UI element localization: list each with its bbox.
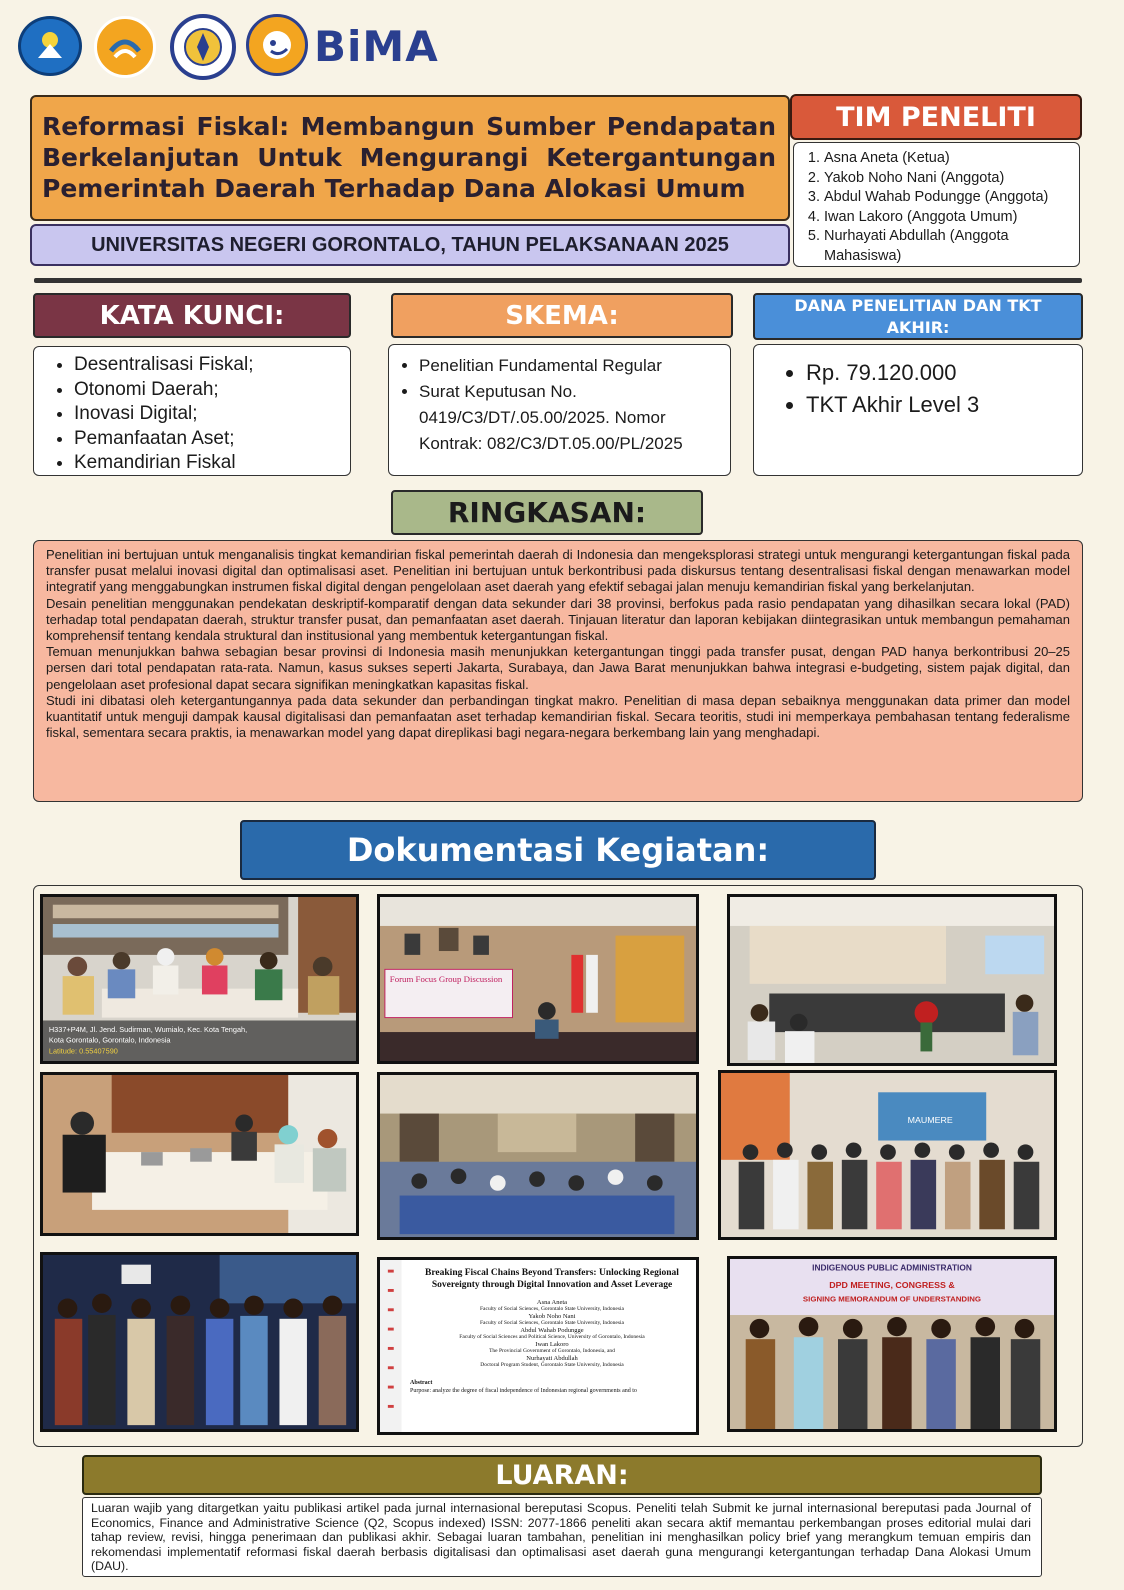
- team-member: 1. Asna Aneta (Ketua): [824, 149, 1071, 169]
- keywords-list: [33, 346, 351, 476]
- summary-paragraph: Desain penelitian menggunakan pendekatan deskriptif-komparatif dengan data sekunder dari 38 provinsi, berfokus pada rasio pendapatan yang dihasilkan secara lokal (PAD) terhadap total pendapatan daerah, struktur transfer pusat, dan pemanfaatan aset daerah. Tinjauan literatur dan laporan kebijakan diintegrasikan untuk membangun pemahaman komprehensif tentang kendala struktural dan institusional yang membentuk ketergantungan fiskal.: [46, 595, 1070, 644]
- team-list: [793, 142, 1080, 267]
- title-box: [30, 95, 790, 221]
- photo-library-meeting: [40, 894, 359, 1064]
- paper-affiliation: Doctoral Program Student, Gorontalo State University, Indonesia: [480, 1362, 624, 1368]
- summary-paragraph: Studi ini dibatasi oleh ketergantungannya pada data sekunder dan perbandingan tingkat makro. Penelitian di masa depan sebaiknya menggunakan data primer dan model kuantitatif untuk menguji dampak kausal digitalisasi dan pemanfaatan aset terhadap kemandirian fiskal. Secara teoritis, studi ini memperkaya pembahasan tentang federalisme fiskal, sementara secara praktis, ia menawarkan model yang dapat direplikasi bagi negara-negara berkembang lain yang menghadapi.: [46, 692, 1070, 741]
- keyword-item: • Otonomi Daerah;: [74, 378, 350, 403]
- congress-banner-line: SIGNING MEMORANDUM OF UNDERSTANDING: [802, 1294, 982, 1304]
- paper-author: Yakob Noho Nani: [528, 1313, 576, 1320]
- photo-indigenous-congress: [727, 1256, 1057, 1432]
- diktisaintek-berdampak-logo: [94, 16, 156, 78]
- photo-laptop-discussion: [40, 1072, 359, 1236]
- maumere-banner-text: MAUMERE: [907, 1115, 953, 1126]
- summary-body: [33, 540, 1083, 802]
- keyword-item: • Pemanfaatan Aset;: [74, 427, 350, 452]
- paper-affiliation: Faculty of Social Sciences, Gorontalo State University, Indonesia: [480, 1320, 624, 1326]
- universitas-negeri-gorontalo-seal: [170, 14, 236, 80]
- paper-title: Breaking Fiscal Chains Beyond Transfers: Unlocking Regional Sovereignty through Digital Innovation and Asset Leverage: [425, 1268, 679, 1290]
- funding-list: [753, 344, 1083, 476]
- congress-banner-line: INDIGENOUS PUBLIC ADMINISTRATION: [812, 1263, 972, 1273]
- photo-caption-line: Latitude: 0.55407590: [48, 1046, 118, 1056]
- paper-author: Abdul Wahab Podungge: [520, 1327, 584, 1334]
- summary-paragraph: Penelitian ini bertujuan untuk menganalisis tingkat kemandirian fiskal pemerintah daerah di Indonesia dan mengeksplorasi strategi untuk mengurangi ketergantungan fiskal pada transfer pusat melalui inovasi digital dan optimalisasi aset. Penelitian ini bertujuan untuk berkontribusi pada diskursus tentang desentralisasi fiskal dengan menawarkan model integratif yang menggabungkan instrumen fiskal digital dengan pengelolaan aset daerah yang efektif sebagai jalan menuju kemandirian fiskal yang berkelanjutan.: [46, 547, 1070, 595]
- team-member: 4. Iwan Lakoro (Anggota Umum): [824, 208, 1071, 228]
- paper-abstract-label: Abstract: [410, 1380, 433, 1386]
- funding-tkt: • TKT Akhir Level 3: [806, 389, 1082, 421]
- photo-group-thumbs-up: [40, 1252, 359, 1432]
- bima-wordmark: BiMA: [314, 22, 439, 71]
- photo-large-forum: [377, 1072, 699, 1240]
- output-heading: LUARAN:: [82, 1455, 1042, 1495]
- scheme-heading: SKEMA:: [391, 293, 733, 338]
- keywords-heading: KATA KUNCI:: [33, 293, 351, 338]
- photo-caption-line: Kota Gorontalo, Gorontalo, Indonesia: [48, 1035, 171, 1045]
- scheme-item: • Surat Keputusan No. 0419/C3/DT/.05.00/2025. Nomor Kontrak: 082/C3/DT.05.00/PL/2025: [419, 379, 724, 457]
- team-member: 3. Abdul Wahab Podungge (Anggota): [824, 188, 1071, 208]
- keyword-item: • Inovasi Digital;: [74, 402, 350, 427]
- paper-abstract-start: Purpose: analyze the degree of fiscal independence of Indonesian regional governments and to: [410, 1388, 637, 1394]
- keyword-item: • Kemandirian Fiskal: [74, 451, 350, 476]
- summary-heading: RINGKASAN:: [391, 490, 703, 535]
- paper-affiliation: The Provincial Government of Gorontalo, Indonesia, and: [489, 1348, 615, 1354]
- keyword-item: • Desentralisasi Fiskal;: [74, 353, 350, 378]
- summary-paragraph: Temuan menunjukkan bahwa sebagian besar provinsi di Indonesia masih menunjukkan ketergantungan tinggi pada transfer pusat, dengan PAD hanya berkontribusi 20–25 persen dari total pendapatan rata-rata. Namun, kasus sukses seperti Jakarta, Surabaya, dan Jawa Barat menunjukkan bahwa integrasi e-budgeting, sistem pajak digital, dan pengelolaan aset profesional dapat secara signifikan meningkatkan kapasitas fiskal.: [46, 644, 1070, 692]
- scheme-list: [388, 344, 731, 476]
- documentation-heading: Dokumentasi Kegiatan:: [240, 820, 876, 880]
- paper-author: Nurhayati Abdullah: [526, 1355, 578, 1362]
- page-title: Reformasi Fiskal: Membangun Sumber Pendapatan Berkelanjutan Untuk Mengurangi Ketergantungan Pemerintah Daerah Terhadap Dana Alokasi Umum: [42, 112, 776, 203]
- paper-affiliation: Faculty of Social Sciences, Gorontalo State University, Indonesia: [480, 1306, 624, 1312]
- photo-group-maumere: [718, 1070, 1057, 1240]
- fgd-banner-text: Forum Focus Group Discussion: [389, 973, 503, 984]
- paper-author: Asna Aneta: [536, 1299, 568, 1306]
- paper-content: [410, 1268, 694, 1395]
- funding-amount: • Rp. 79.120.000: [806, 357, 1082, 389]
- photo-focus-group-discussion: [377, 894, 699, 1064]
- tut-wuri-handayani-logo: [18, 16, 82, 76]
- congress-banner-line: DPD MEETING, CONGRESS &: [829, 1280, 955, 1290]
- photo-paper-screenshot: [377, 1257, 699, 1435]
- institution-banner: UNIVERSITAS NEGERI GORONTALO, TAHUN PELAKSANAAN 2025: [30, 224, 790, 266]
- bima-mascot-logo: [246, 14, 308, 76]
- paper-affiliation: Faculty of Social Sciences and Political Science, University of Gorontalo, Indonesia: [459, 1334, 645, 1340]
- photo-caption-line: H337+P4M, Jl. Jend. Sudirman, Wumialo, Kec. Kota Tengah,: [48, 1025, 248, 1035]
- scheme-item: • Penelitian Fundamental Regular: [419, 353, 724, 379]
- paper-author: Iwan Lakoro: [535, 1341, 569, 1348]
- team-heading: TIM PENELITI: [790, 94, 1082, 140]
- funding-heading: DANA PENELITIAN DAN TKT AKHIR:: [753, 293, 1083, 340]
- photo-meeting-room: [727, 894, 1057, 1066]
- team-member: 5. Nurhayati Abdullah (Anggota Mahasiswa): [824, 227, 1071, 266]
- output-body: Luaran wajib yang ditargetkan yaitu publikasi artikel pada jurnal internasional bereputasi Scopus. Peneliti telah Submit ke jurnal internasional bereputasi pada Journal of Economics, Finance and Administrative Science (Q2, Scopus indexed) ISSN: 2077-1866 peneliti akan secara aktif memantau perkembangan proses editorial mulai dari tahap review, revisi, hingga penerimaan dan publikasi akhir. Sebagai luaran tambahan, penelitian ini menghasilkan policy brief yang merangkum temuan empiris dan rekomendasi implementatif reformasi fiskal daerah berbasis digitalisasi dan optimalisasi aset daerah guna mengurangi ketergantungan terhadap Dana Alokasi Umum (DAU).: [82, 1497, 1042, 1577]
- team-member: 2. Yakob Noho Nani (Anggota): [824, 169, 1071, 189]
- section-divider: [34, 278, 1082, 283]
